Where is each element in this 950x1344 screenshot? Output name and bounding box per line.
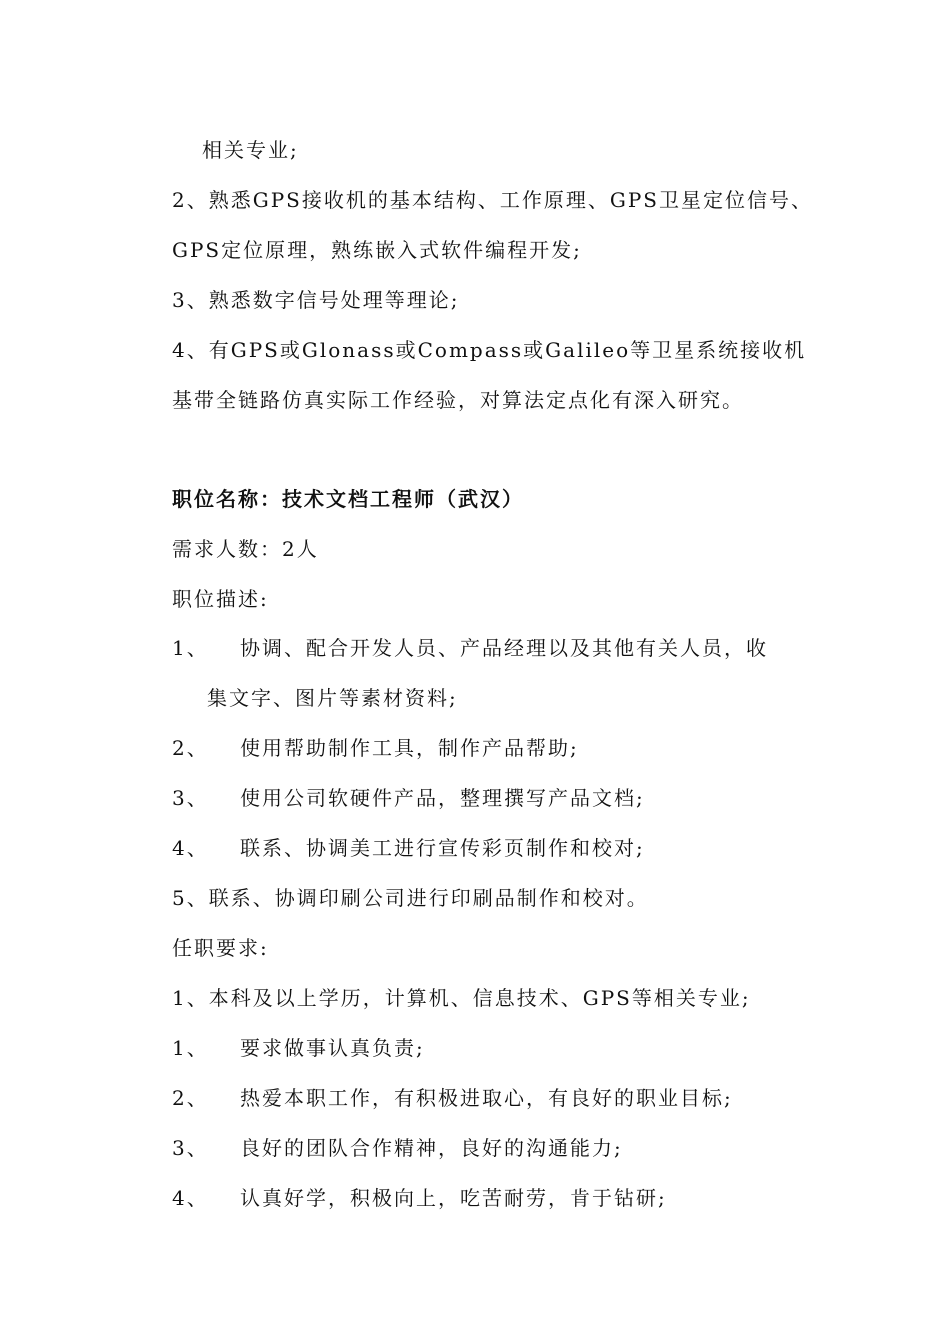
- requirement-first: 1、本科及以上学历，计算机、信息技术、GPS等相关专业;: [172, 986, 751, 1010]
- list-text: 使用公司软硬件产品，整理撰写产品文档;: [240, 786, 645, 810]
- list-text: 要求做事认真负责;: [240, 1036, 425, 1060]
- list-number: 3、: [172, 786, 209, 810]
- description-item-5: 5、联系、协调印刷公司进行印刷品制作和校对。: [172, 886, 649, 910]
- description-item-2: [172, 734, 579, 762]
- prev-requirement-4-line2: 基带全链路仿真实际工作经验，对算法定点化有深入研究。: [172, 388, 744, 412]
- description-item-3: [172, 784, 645, 812]
- requirement-item-2: [172, 1084, 733, 1112]
- prev-requirement-tail: 相关专业;: [202, 138, 299, 162]
- list-number: 4、: [172, 836, 209, 860]
- list-text: 良好的团队合作精神，良好的沟通能力;: [240, 1136, 623, 1160]
- list-text: 认真好学，积极向上，吃苦耐劳，肯于钻研;: [240, 1186, 667, 1210]
- description-item-1-cont: 集文字、图片等素材资料;: [207, 686, 458, 710]
- prev-requirement-2-line1: 2、熟悉GPS接收机的基本结构、工作原理、GPS卫星定位信号、: [172, 188, 813, 212]
- description-label: 职位描述:: [172, 587, 269, 611]
- list-number: 2、: [172, 736, 209, 760]
- list-number: 2、: [172, 1086, 209, 1110]
- requirement-item-1: [172, 1034, 425, 1062]
- position-title: 职位名称：技术文档工程师（武汉）: [172, 487, 524, 511]
- requirement-item-4: [172, 1184, 667, 1212]
- prev-requirement-3: 3、熟悉数字信号处理等理论;: [172, 288, 460, 312]
- list-number: 1、: [172, 636, 209, 660]
- list-text: 热爱本职工作，有积极进取心，有良好的职业目标;: [240, 1086, 733, 1110]
- list-text: 协调、配合开发人员、产品经理以及其他有关人员，收: [240, 636, 768, 660]
- prev-requirement-2-line2: GPS定位原理，熟练嵌入式软件编程开发;: [172, 238, 582, 262]
- list-number: 3、: [172, 1136, 209, 1160]
- list-number: 1、: [172, 1036, 209, 1060]
- headcount: 需求人数：2人: [172, 537, 319, 561]
- list-text: 联系、协调美工进行宣传彩页制作和校对;: [240, 836, 645, 860]
- requirements-label: 任职要求:: [172, 936, 269, 960]
- description-item-1: [172, 634, 768, 662]
- list-number: 4、: [172, 1186, 209, 1210]
- description-item-4: [172, 834, 645, 862]
- requirement-item-3: [172, 1134, 623, 1162]
- prev-requirement-4-line1: 4、有GPS或Glonass或Compass或Galileo等卫星系统接收机: [172, 338, 807, 362]
- list-text: 使用帮助制作工具，制作产品帮助;: [240, 736, 579, 760]
